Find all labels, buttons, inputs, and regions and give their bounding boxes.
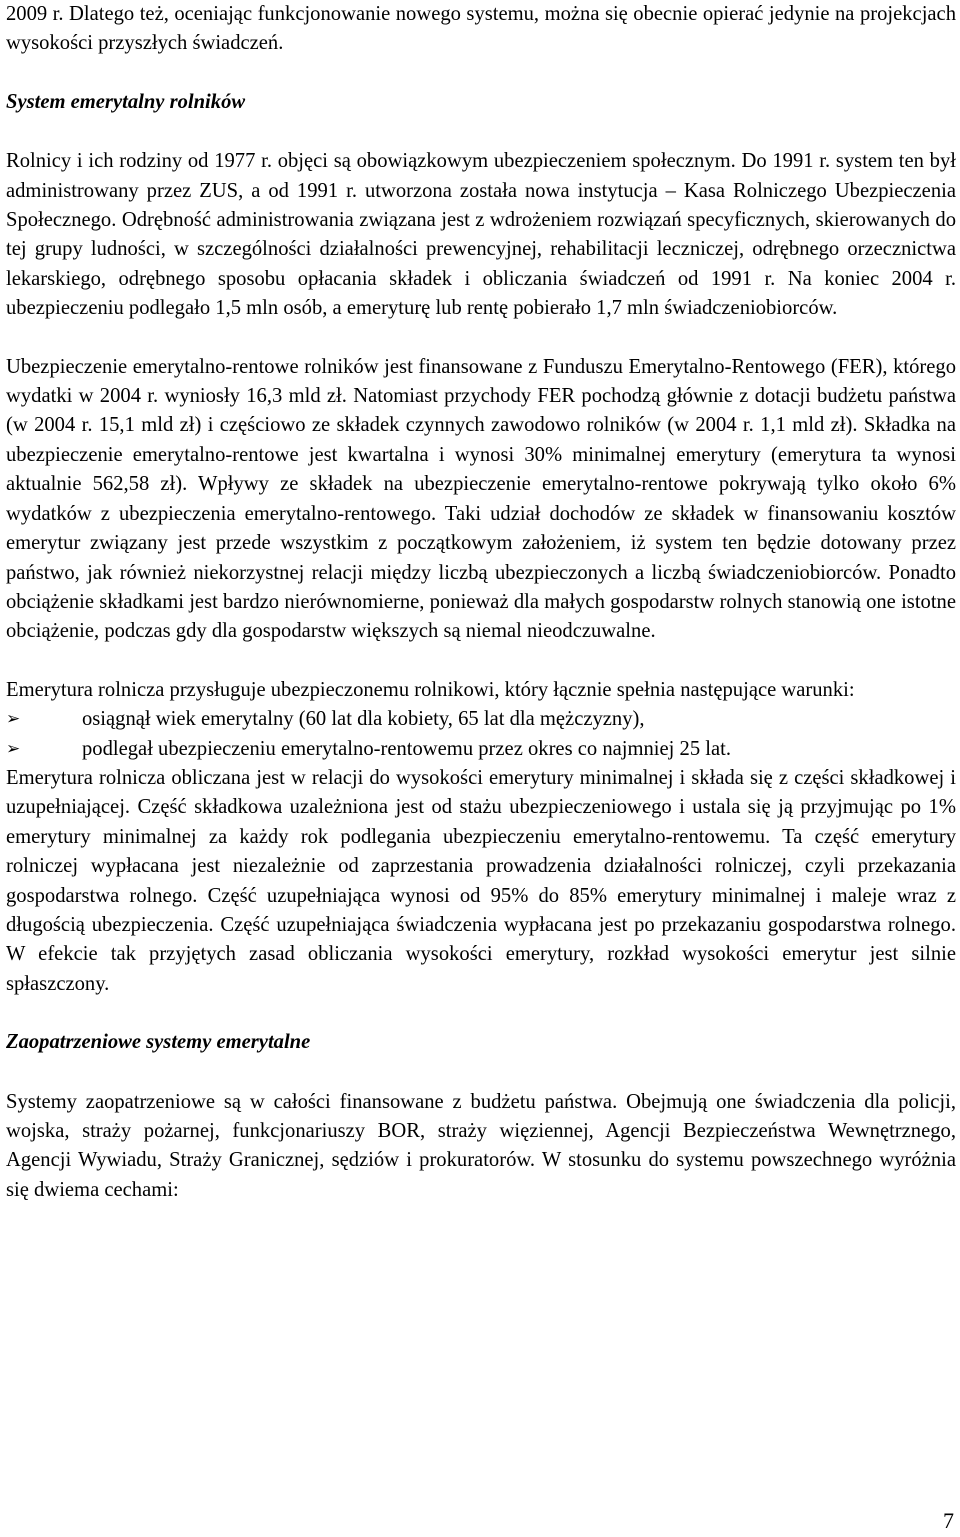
paragraph-farmers-conditions-intro: Emerytura rolnicza przysługuje ubezpieczonemu rolnikowi, który łącznie spełnia następujące warunki: — [6, 678, 855, 701]
arrowhead-bullet-icon: ➢ — [6, 709, 21, 730]
section-heading-provision: Zaopatrzeniowe systemy emerytalne — [6, 1031, 311, 1054]
spacer — [6, 117, 956, 147]
condition-text: podlegał ubezpieczeniu emerytalno-rentowemu przez okres co najmniej 25 lat. — [82, 737, 732, 760]
spacer — [6, 59, 956, 88]
arrowhead-bullet-icon: ➢ — [6, 738, 21, 759]
condition-text: osiągnął wiek emerytalny (60 lat dla kobiety, 65 lat dla mężczyzny), — [82, 708, 645, 731]
paragraph-farmers-financing: Ubezpieczenie emerytalno-rentowe rolników jest finansowane z Funduszu Emerytalno-Rentowego (FER), którego wydatki w 2004 r. wyniosły 16,3 mld zł. Natomiast przychody FER pochodzą głównie z dotacji budżetu państwa (w 2004 r. 15,1 mld zł) i częściowo ze składek czynnych zawodowo rolników (w 2004 r. 1,1 mld zł). Składka na ubezpieczenie emerytalno-rentowe jest kwartalna i wynosi 30% minimalnej emerytury (emerytura ta wynosi aktualnie 562,58 zł). Wpływy ze składek na ubezpieczenie emerytalno-rentowe pokrywają tylko około 6% wydatków z ubezpieczenia emerytalno-rentowego. Taki udział dochodów ze składek w finansowaniu kosztów emerytur związany jest przede wszystkim z początkowym założeniem, iż system ten będzie dotowany przez państwo, jak również niekorzystnej relacji między liczbą ubezpieczonych a liczbą świadczeniobiorców. Ponadto obciążenie składkami jest bardzo nierównomierne, ponieważ dla małych gospodarstw rolnych stanowią one istotne obciążenie, podczas gdy dla gospodarstw większych są niemal nieodczuwalne. — [6, 355, 956, 643]
paragraph-farmers-history: Rolnicy i ich rodziny od 1977 r. objęci są obowiązkowym ubezpieczeniem społecznym. Do 1991 r. system ten był administrowany przez ZUS, a od 1991 r. utworzona została nowa instytucja – Kasa Rolniczego Ubezpieczenia Społecznego. Odrębność administrowania związana jest z wdrożeniem rozwiązań specyficznych, skierowanych do tej grupy ludności, w szczególności działalności prewencyjnej, rehabilitacji leczniczej, odrębnego orzecznictwa lekarskiego, odrębnego sposobu opłacania składek i obliczania świadczeń od 1991 r. Na koniec 2004 r. ubezpieczeniu podlegało 1,5 mln osób, a emeryturę lub rentę pobierało 1,7 mln świadczeniobiorców. — [6, 150, 956, 320]
intro-paragraph: 2009 r. Dlatego też, oceniając funkcjonowanie nowego systemu, można się obecnie opierać jedynie na projekcjach wysokości przyszłych świadczeń. — [6, 3, 956, 55]
section-heading-farmers: System emerytalny rolników — [6, 90, 246, 113]
spacer — [6, 647, 956, 676]
list-item — [6, 705, 956, 734]
spacer — [6, 324, 956, 353]
conditions-list — [6, 705, 956, 764]
document-page — [6, 0, 956, 1205]
paragraph-farmers-calculation: Emerytura rolnicza obliczana jest w relacji do wysokości emerytury minimalnej i składa się z części składkowej i uzupełniającej. Część składkowa uzależniona jest od stażu ubezpieczeniowego i ustala się ją przyjmując po 1% emerytury minimalnej za każdy rok podlegania ubezpieczeniu emerytalno-rentowemu. Ta część emerytury rolniczej wypłacana jest niezależnie od zaprzestania prowadzenia działalności rolniczej, czyli przekazania gospodarstwa rolnego. Część uzupełniająca wynosi od 95% do 85% emerytury minimalnej i maleje wraz z długością ubezpieczenia. Część uzupełniająca świadczenia wypłacana jest po przekazaniu gospodarstwa rolnego. W efekcie tak przyjętych zasad obliczania wysokości emerytury, rozkład wysokości emerytur jest silnie spłaszczony. — [6, 766, 956, 995]
spacer — [6, 1058, 956, 1088]
page-number: 7 — [943, 1508, 954, 1533]
paragraph-provision: Systemy zaopatrzeniowe są w całości finansowane z budżetu państwa. Obejmują one świadczenia dla policji, wojska, straży pożarnej, funkcjonariuszy BOR, straży więziennej, Agencji Bezpieczeństwa Wewnętrznego, Agencji Wywiadu, Straży Granicznej, sędziów i prokuratorów. W stosunku do systemu powszechnego wyróżnia się dwiema cechami: — [6, 1090, 956, 1201]
list-item — [6, 735, 956, 764]
spacer — [6, 999, 956, 1028]
